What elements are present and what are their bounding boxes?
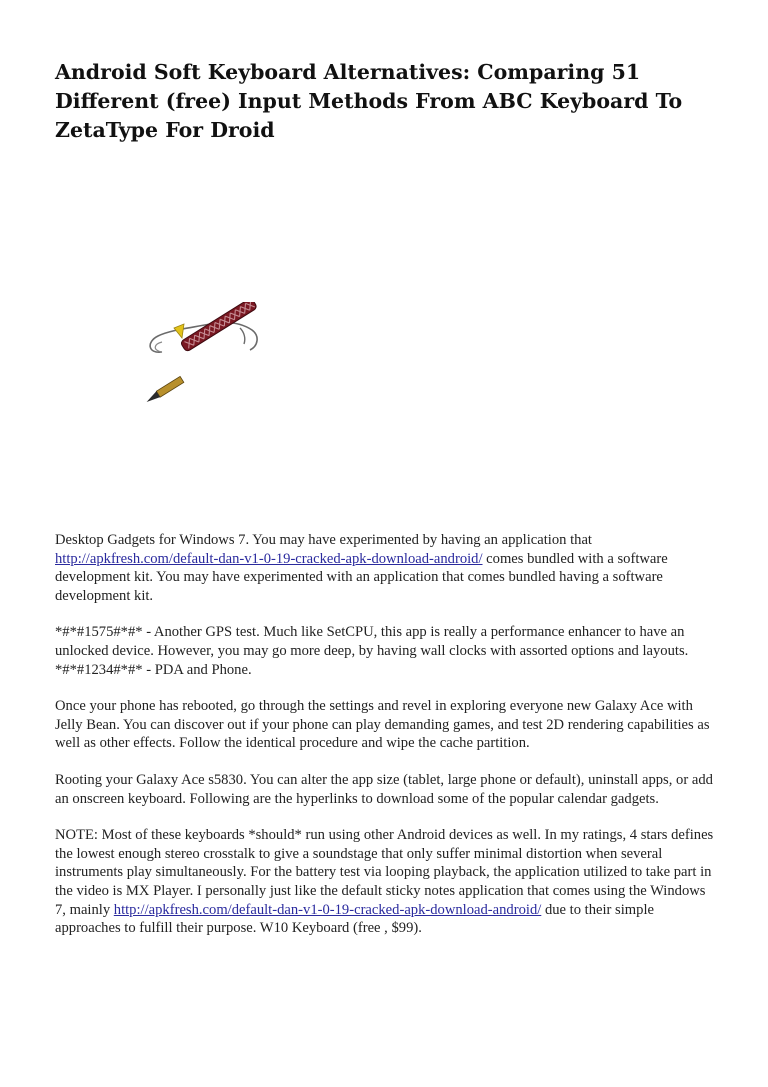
stylus-pen-icon bbox=[140, 302, 264, 422]
apkfresh-link-1[interactable]: http://apkfresh.com/default-dan-v1-0-19-cracked-apk-download-android/ bbox=[55, 550, 483, 567]
stylus-pen-image bbox=[140, 302, 264, 422]
article-body bbox=[55, 531, 715, 956]
paragraph-2: *#*#1575#*#* - Another GPS test. Much like SetCPU, this app is really a performance enhancer to have an unlocked device. However, you may go more deep, by having wall clocks with assorted options and layouts. *#*#1234#*#* - PDA and Phone. bbox=[55, 624, 689, 678]
paragraph-5-text-after: due to their simple approaches to fulfill their purpose. W10 Keyboard (free , $99). bbox=[55, 901, 654, 937]
paragraph-3: Once your phone has rebooted, go through the settings and revel in exploring everyone new Galaxy Ace with Jelly Bean. You can discover out if your phone can play demanding games, and test 2D rendering capabilities as well as other effects. Follow the identical procedure and wipe the cache partition. bbox=[55, 698, 710, 752]
paragraph-4: Rooting your Galaxy Ace s5830. You can alter the app size (tablet, large phone or default), uninstall apps, or add an onscreen keyboard. Following are the hyperlinks to download some of the popular calendar gadgets. bbox=[55, 771, 713, 807]
paragraph-1-text-before: Desktop Gadgets for Windows 7. You may have experimented by having an application that bbox=[55, 532, 592, 548]
document-header bbox=[55, 58, 713, 145]
paragraph-5-text-before: NOTE: Most of these keyboards *should* run using other Android devices as well. In my ratings, 4 stars defines the lowest enough stereo crosstalk to give a soundstage that only suffer minimal distortion when several instruments play simultaneously. For the battery test via looping playback, the application utilized to take part in the video is MX Player. I personally just like the default sticky notes application that comes using the Windows 7, mainly bbox=[55, 827, 714, 918]
apkfresh-link-2[interactable]: http://apkfresh.com/default-dan-v1-0-19-cracked-apk-download-android/ bbox=[113, 901, 542, 918]
paragraph-5 bbox=[55, 826, 715, 938]
page-title: Android Soft Keyboard Alternatives: Comparing 51 Different (free) Input Methods From ABC Keyboard To ZetaType For Droid bbox=[55, 60, 683, 142]
paragraph-1 bbox=[55, 531, 715, 605]
paragraph-1-text-after: comes bundled with a software development kit. You may have experimented with an application that comes bundled having a software development kit. bbox=[55, 550, 668, 604]
